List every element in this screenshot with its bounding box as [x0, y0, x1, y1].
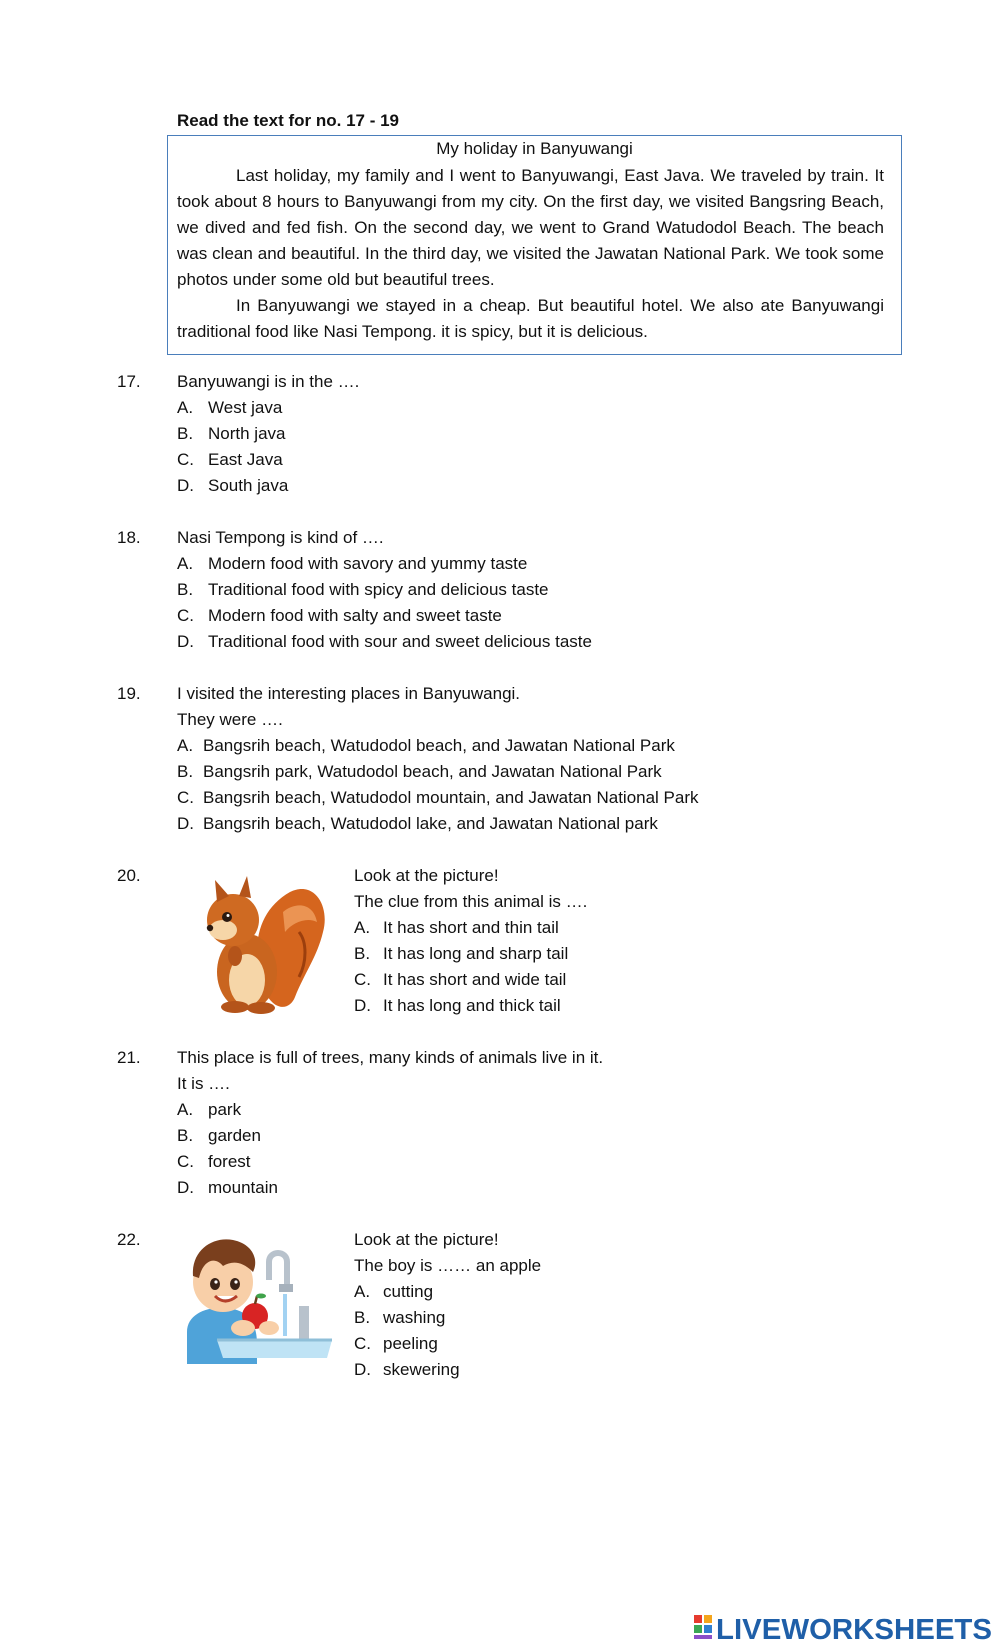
option-text: Traditional food with sour and sweet delicious taste: [208, 632, 592, 651]
logo-text: LIVEWORKSHEETS: [716, 1614, 992, 1642]
option-text: park: [208, 1100, 242, 1119]
question-21-text-line-2: It is ….: [177, 1074, 230, 1093]
option-text: It has long and sharp tail: [383, 944, 569, 963]
option-letter: D.: [177, 1178, 194, 1197]
question-22-option-a[interactable]: [354, 1282, 433, 1302]
option-letter: C.: [177, 450, 194, 469]
option-letter: B.: [177, 1126, 194, 1145]
question-20-option-b[interactable]: [354, 944, 568, 964]
option-text: cutting: [383, 1282, 434, 1301]
option-letter: A.: [177, 736, 194, 755]
question-17-number: 17.: [117, 372, 141, 391]
option-text: Bangsrih beach, Watudodol mountain, and Jawatan National Park: [203, 788, 699, 807]
option-text: Bangsrih park, Watudodol beach, and Jawatan National Park: [203, 762, 662, 781]
question-18-option-b[interactable]: [177, 580, 549, 600]
question-19-option-d[interactable]: [177, 814, 658, 834]
option-letter: B.: [177, 424, 194, 443]
option-letter: C.: [354, 1334, 371, 1353]
question-21-option-b[interactable]: [177, 1126, 261, 1146]
question-21-option-a[interactable]: [177, 1100, 241, 1120]
question-22-option-c[interactable]: [354, 1334, 438, 1354]
question-18-number: 18.: [117, 528, 141, 547]
option-letter: D.: [177, 476, 194, 495]
option-letter: B.: [354, 944, 371, 963]
option-text: peeling: [383, 1334, 438, 1353]
option-text: West java: [208, 398, 283, 417]
question-22-text-line-1: Look at the picture!: [354, 1230, 499, 1249]
question-17-option-b[interactable]: [177, 424, 285, 444]
question-19-option-a[interactable]: [177, 736, 675, 756]
option-letter: C.: [354, 970, 371, 989]
liveworksheets-logo: [694, 1612, 994, 1642]
option-text: It has short and wide tail: [383, 970, 567, 989]
option-letter: A.: [177, 1100, 194, 1119]
squirrel-illustration: [195, 872, 330, 1017]
option-text: garden: [208, 1126, 261, 1145]
option-text: Bangsrih beach, Watudodol lake, and Jawatan National park: [203, 814, 658, 833]
question-21-option-c[interactable]: [177, 1152, 251, 1172]
option-text: forest: [208, 1152, 251, 1171]
question-18-text: Nasi Tempong is kind of ….: [177, 528, 384, 547]
logo-square-icon: [704, 1625, 712, 1633]
option-text: Traditional food with spicy and delicious taste: [208, 580, 549, 599]
section-heading: Read the text for no. 17 - 19: [177, 111, 399, 130]
question-22-text-line-2: The boy is …… an apple: [354, 1256, 542, 1275]
option-text: skewering: [383, 1360, 460, 1379]
question-20-text-line-2: The clue from this animal is ….: [354, 892, 588, 911]
option-letter: B.: [354, 1308, 371, 1327]
option-text: Bangsrih beach, Watudodol beach, and Jawatan National Park: [203, 736, 675, 755]
option-letter: A.: [177, 398, 194, 417]
question-21-number: 21.: [117, 1048, 141, 1067]
option-letter: A.: [354, 918, 371, 937]
option-letter: D.: [354, 1360, 371, 1379]
option-letter: B.: [177, 762, 194, 781]
question-19-option-c[interactable]: [177, 788, 699, 808]
question-17-option-a[interactable]: [177, 398, 282, 418]
question-21-text-line-1: This place is full of trees, many kinds of animals live in it.: [177, 1048, 604, 1067]
question-19-text-line-2: They were ….: [177, 710, 283, 729]
question-17-text: Banyuwangi is in the ….: [177, 372, 360, 391]
option-text: Modern food with salty and sweet taste: [208, 606, 502, 625]
option-letter: D.: [354, 996, 371, 1015]
option-text: North java: [208, 424, 286, 443]
logo-square-icon: [694, 1635, 712, 1639]
option-letter: D.: [177, 814, 194, 833]
question-19-number: 19.: [117, 684, 141, 703]
reading-paragraph-1: Last holiday, my family and I went to Banyuwangi, East Java. We traveled by train. It took about 8 hours to Banyuwangi from my city. On the first day, we visited Bangsring Beach, we dived and fed fish. On the second day, we went to Grand Watudodol Beach. The beach was clean and beautiful. In the third day, we visited the Jawatan National Park. We took some photos under some old but beautiful trees.: [177, 166, 884, 289]
question-20-text-line-1: Look at the picture!: [354, 866, 499, 885]
option-text: South java: [208, 476, 289, 495]
option-letter: C.: [177, 606, 194, 625]
option-letter: C.: [177, 788, 194, 807]
option-text: Modern food with savory and yummy taste: [208, 554, 528, 573]
question-18-option-a[interactable]: [177, 554, 527, 574]
reading-title: My holiday in Banyuwangi: [436, 139, 633, 158]
option-text: washing: [383, 1308, 446, 1327]
logo-square-icon: [704, 1615, 712, 1623]
option-text: East Java: [208, 450, 283, 469]
question-20-option-d[interactable]: [354, 996, 561, 1016]
question-19-option-b[interactable]: [177, 762, 662, 782]
question-18-option-c[interactable]: [177, 606, 502, 626]
reading-text-box: [167, 135, 902, 355]
option-letter: C.: [177, 1152, 194, 1171]
option-text: It has short and thin tail: [383, 918, 559, 937]
option-letter: D.: [177, 632, 194, 651]
question-17-option-c[interactable]: [177, 450, 283, 470]
boy-washing-apple-illustration: [177, 1232, 332, 1364]
question-20-option-a[interactable]: [354, 918, 559, 938]
question-22-number: 22.: [117, 1230, 141, 1249]
question-21-option-d[interactable]: [177, 1178, 278, 1198]
question-22-option-b[interactable]: [354, 1308, 445, 1328]
question-20-option-c[interactable]: [354, 970, 566, 990]
logo-square-icon: [694, 1615, 702, 1623]
option-letter: A.: [354, 1282, 371, 1301]
logo-square-icon: [694, 1625, 702, 1633]
question-18-option-d[interactable]: [177, 632, 592, 652]
option-text: It has long and thick tail: [383, 996, 561, 1015]
reading-paragraph-2: In Banyuwangi we stayed in a cheap. But beautiful hotel. We also ate Banyuwangi traditional food like Nasi Tempong. it is spicy, but it is delicious.: [177, 296, 884, 341]
option-text: mountain: [208, 1178, 278, 1197]
question-19-text-line-1: I visited the interesting places in Banyuwangi.: [177, 684, 521, 703]
option-letter: B.: [177, 580, 194, 599]
option-letter: A.: [177, 554, 194, 573]
question-22-option-d[interactable]: [354, 1360, 460, 1380]
question-17-option-d[interactable]: [177, 476, 288, 496]
question-20-number: 20.: [117, 866, 141, 885]
